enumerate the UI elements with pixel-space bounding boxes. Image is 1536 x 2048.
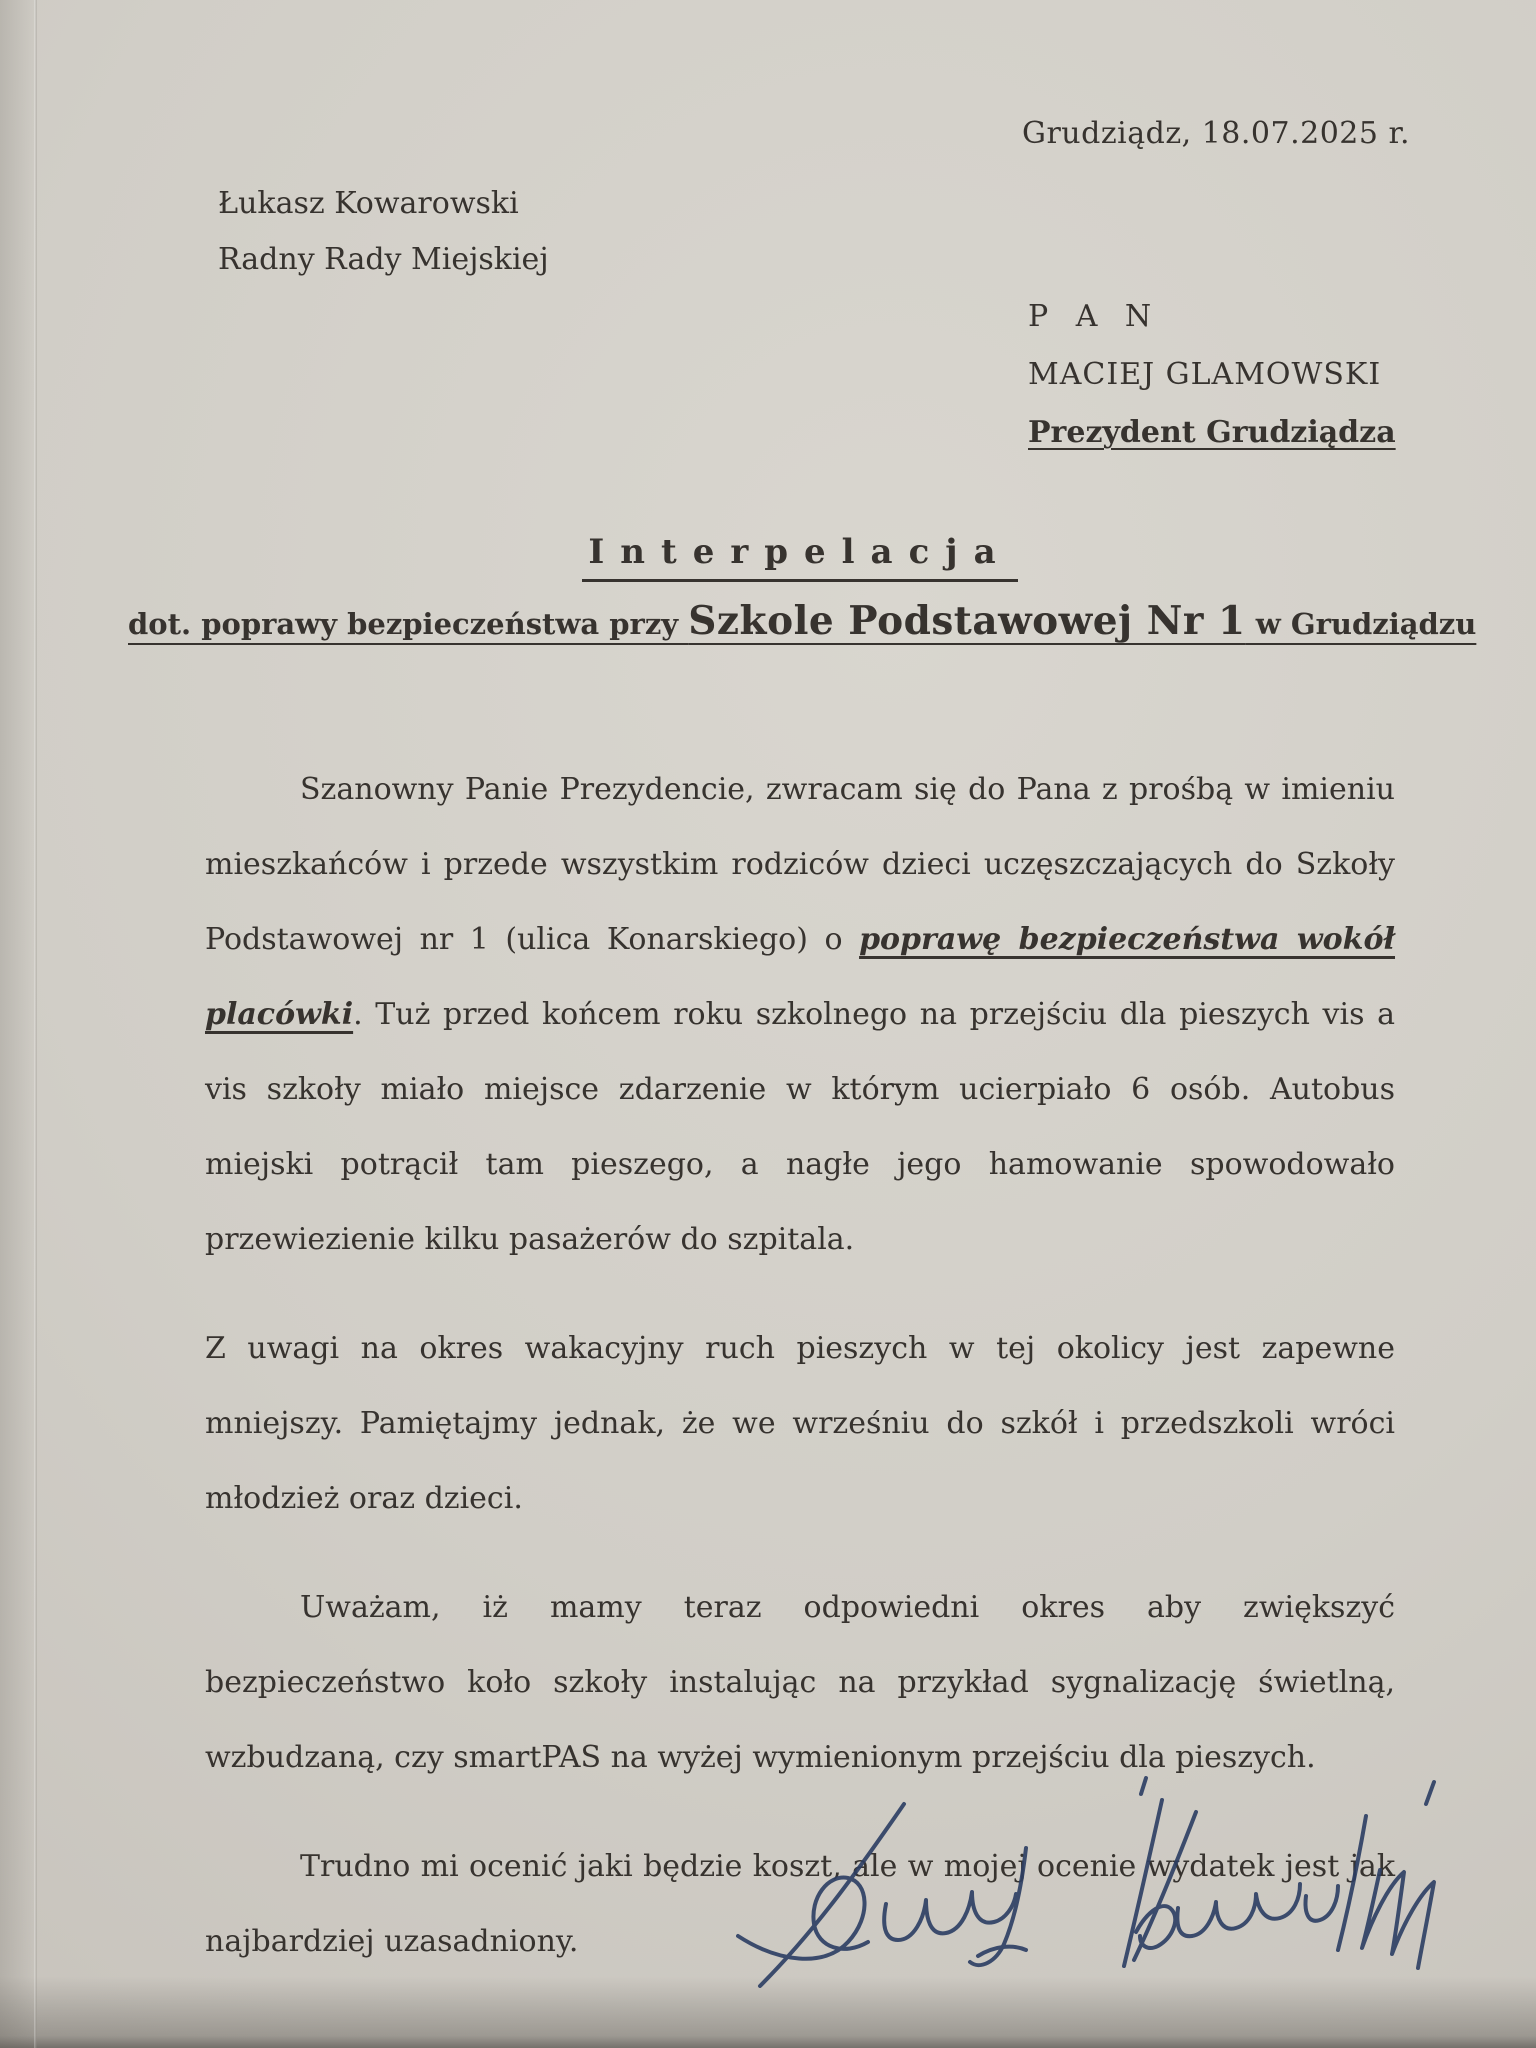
signature [726, 1776, 1450, 2006]
sender-name: Łukasz Kowarowski [218, 186, 519, 221]
body-paragraph [205, 1570, 1395, 1795]
text-run: Szanowny Panie Prezydencie, zwracam się do Pana z prośbą w imieniu mieszkańców i przede wszystkim rodziców dzieci uczęszczających do Szkoły Podstawowej nr 1 (ulica Konarskiego) o [205, 772, 1395, 957]
body-paragraph [205, 1311, 1395, 1536]
text-run: Szkole Podstawowej Nr 1 [688, 598, 1246, 644]
text-run: . Tuż przed końcem roku szkolnego na przejściu dla pieszych vis a vis szkoły miało miejsce zdarzenie w którym ucierpiało 6 osób. Autobus miejski potrącił tam pieszego, a nagłe jego hamowanie spowodowało przewiezienie kilku pasażerów do szpitala. [205, 997, 1395, 1257]
recipient-salutation: P A N [1028, 299, 1161, 334]
sender-block [218, 176, 549, 288]
recipient-block [1028, 288, 1396, 462]
text-run: w Grudziądzu [1245, 607, 1477, 641]
body-paragraph [205, 752, 1395, 1277]
letter-title: Interpelacja [582, 532, 1017, 582]
text-run: Z uwagi na okres wakacyjny ruch pieszych w tej okolicy jest zapewne mniejszy. Pamiętajmy jednak, że we wrześniu do szkół i przedszkoli wróci młodzież oraz dzieci. [205, 1331, 1395, 1516]
text-run: dot. poprawy bezpieczeństwa przy [128, 607, 689, 641]
text-run: poprawę bezpieczeństwa wokół placówki [205, 922, 1396, 1032]
letter-title-row [205, 532, 1395, 582]
subject-text [128, 598, 1477, 644]
paper-edge-shadow [0, 0, 34, 2048]
paper-fold-line [34, 0, 37, 2048]
subject-line [128, 598, 1477, 644]
recipient-name: MACIEJ GLAMOWSKI [1028, 357, 1382, 392]
sender-title: Radny Rady Miejskiej [218, 242, 549, 277]
signature-handwriting [726, 1776, 1450, 2006]
text-run: Trudno mi ocenić jaki będzie koszt, ale w mojej ocenie wydatek jest jak najbardziej uzasadniony. [205, 1849, 1395, 1959]
recipient-title: Prezydent Grudziądza [1028, 415, 1396, 450]
date-line: Grudziądz, 18.07.2025 r. [1022, 116, 1411, 151]
text-run: Uważam, iż mamy teraz odpowiedni okres aby zwiększyć bezpieczeństwo koło szkoły instalując na przykład sygnalizację świetlną, wzbudzaną, czy smartPAS na wyżej wymienionym przejściu dla pieszych. [205, 1590, 1395, 1775]
signature-strokes [738, 1778, 1434, 1986]
